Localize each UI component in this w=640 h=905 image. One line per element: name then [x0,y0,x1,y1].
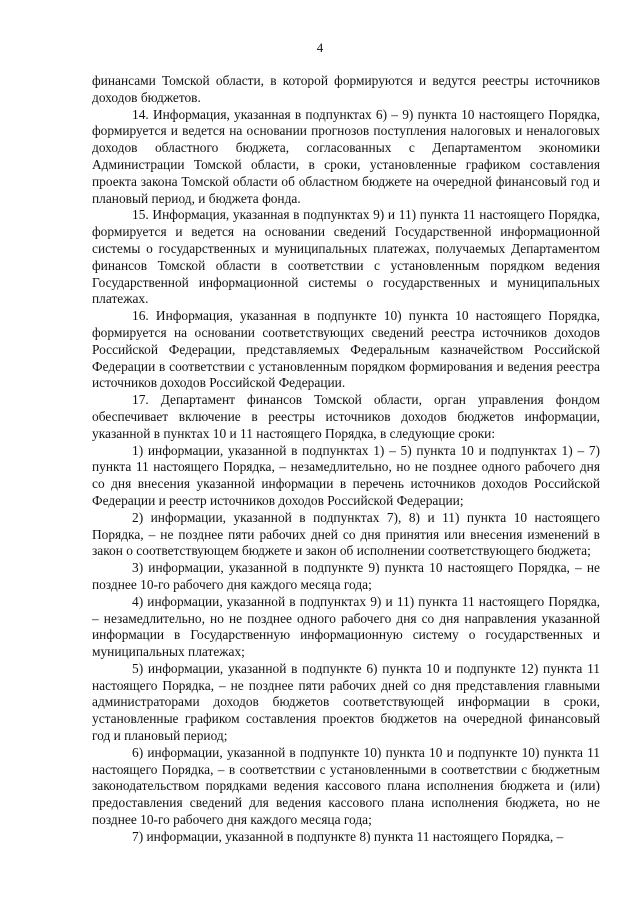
list-item-7: 7) информации, указанной в подпункте 8) пункта 11 настоящего Порядка, – [132,828,564,844]
paragraph-15: 15. Информация, указанная в подпунктах 9) и 11) пункта 11 настоящего Порядка, формируется и ведется на основании сведений Государственной информационной системы о государственных и муниципальных платежах, получаемых Департаментом финансов Томской области в соответствии с установленным порядком ведения Государственной информационной системы о государственных и муниципальных платежах. [92,207,600,307]
list-item-1: 1) информации, указанной в подпунктах 1) – 5) пункта 10 и подпунктах 1) – 7) пункта 11 настоящего Порядка, – незамедлительно, но не позднее одного рабочего дня со дня внесения указанной информации в перечень источников доходов Российской Федерации и реестр источников доходов Российской Федерации; [92,442,600,508]
list-item-2: 2) информации, указанной в подпунктах 7), 8) и 11) пункта 10 настоящего Порядка, – не позднее пяти рабочих дней со дня принятия или внесения изменений в закон о соответствующем бюджете и закон об исполнении соответствующего бюджета; [92,509,600,559]
paragraph-16: 16. Информация, указанная в подпункте 10) пункта 10 настоящего Порядка, формируется на основании соответствующих сведений реестра источников доходов Российской Федерации, представляемых Федеральным казначейством Российской Федерации в соответствии с установленным порядком формирования и ведения реестра источников доходов Российской Федерации. [92,308,600,391]
paragraph-17: 17. Департамент финансов Томской области, орган управления фондом обеспечивает включение в реестры источников доходов бюджетов информации, указанной в пунктах 10 и 11 настоящего Порядка, в следующие сроки: [92,392,600,441]
paragraph-continuation: финансами Томской области, в которой формируются и ведутся реестры источников доходов бюджетов. [92,73,600,105]
document-body [92,73,600,846]
list-item-3: 3) информации, указанной в подпункте 9) пункта 10 настоящего Порядка, – не позднее 10-го рабочего дня каждого месяца года; [92,560,600,592]
list-item-5: 5) информации, указанной в подпункте 6) пункта 10 и подпункте 12) пункта 11 настоящего Порядка, – не позднее пяти рабочих дней со дня представления главными администраторами доходов бюджетов соответствующей информации в сроки, установленные графиком составления проектов бюджетов на очередной финансовый год и плановый период; [92,660,600,744]
paragraph-14: 14. Информация, указанная в подпунктах 6) – 9) пункта 10 настоящего Порядка, формируется и ведется на основании прогнозов поступления налоговых и неналоговых доходов областного бюджета, согласованных с Департаментом экономики Администрации Томской области, в сроки, установленные графиком составления проекта закона Томской области об областном бюджете на очередной финансовый год и плановый период, и бюджета фонда. [92,106,600,206]
page-number: 4 [316,40,324,55]
list-item-6: 6) информации, указанной в подпункте 10) пункта 10 и подпункте 10) пункта 11 настоящего Порядка, – в соответствии с установленными в соответствии с бюджетным законодательством порядками ведения кассового плана исполнения бюджета и (или) предоставления сведений для ведения кассового плана исполнения бюджета, но не позднее 10-го рабочего дня каждого месяца года; [92,744,600,828]
list-item-4: 4) информации, указанной в подпунктах 9) и 11) пункта 11 настоящего Порядка, – незамедлительно, но не позднее одного рабочего дня со дня направления указанной информации в Государственную информационную систему о государственных и муниципальных платежах; [92,593,600,660]
